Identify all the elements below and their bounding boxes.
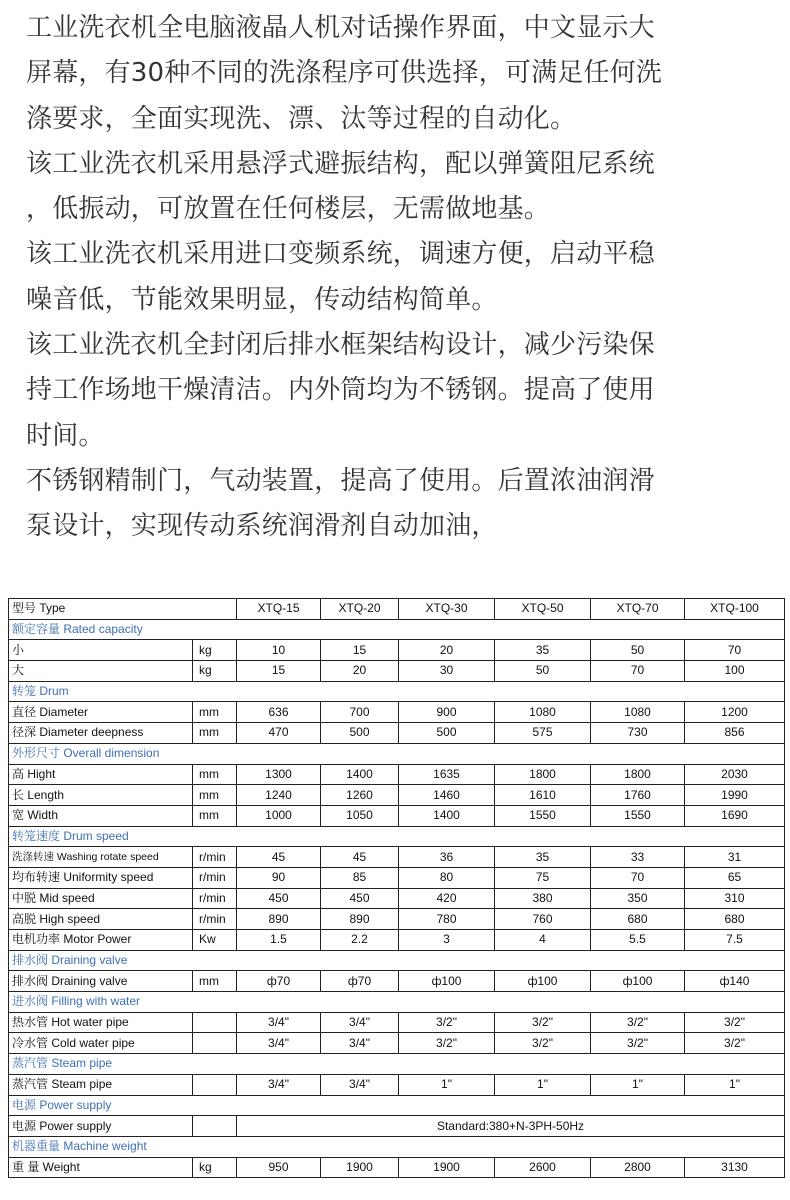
section-label: 额定容量 Rated capacity	[9, 619, 785, 640]
table-row	[9, 640, 785, 661]
row-value: 730	[591, 723, 685, 744]
section-label: 电源 Power supply	[9, 1095, 785, 1116]
row-value: 50	[495, 661, 591, 682]
model-header: XTQ-50	[495, 599, 591, 620]
row-value: 36	[399, 847, 495, 868]
table-row	[9, 1074, 785, 1095]
row-value: 680	[591, 909, 685, 930]
row-value: 15	[237, 661, 321, 682]
row-value: 700	[321, 702, 399, 723]
row-label: 电源 Power supply	[9, 1116, 193, 1137]
row-value: 4	[495, 930, 591, 951]
row-unit: Kw	[193, 930, 237, 951]
row-label: 电机功率 Motor Power	[9, 930, 193, 951]
section-label: 转笼速度 Drum speed	[9, 826, 785, 847]
row-value: 3/4"	[237, 1012, 321, 1033]
row-value: 85	[321, 867, 399, 888]
row-value: 45	[237, 847, 321, 868]
row-label: 高 Hight	[9, 764, 193, 785]
paragraph: 工业洗衣机全电脑液晶人机对话操作界面，中文显示大 屏幕，有30种不同的洗涤程序可供选择，可满足任何洗 涤要求，全面实现洗、漂、汰等过程的自动化。	[26, 13, 663, 134]
row-label: 高脱 High speed	[9, 909, 193, 930]
section-label: 蒸汽管 Steam pipe	[9, 1054, 785, 1075]
row-value: 3/2"	[685, 1033, 785, 1054]
row-value: 1900	[399, 1157, 495, 1178]
row-value: 760	[495, 909, 591, 930]
table-row	[9, 1033, 785, 1054]
row-unit: kg	[193, 1157, 237, 1178]
row-value: 1200	[685, 702, 785, 723]
row-value: 3/4"	[237, 1074, 321, 1095]
row-value: 890	[237, 909, 321, 930]
row-label: 中脱 Mid speed	[9, 888, 193, 909]
row-value: 50	[591, 640, 685, 661]
row-value: 2800	[591, 1157, 685, 1178]
row-value: 7.5	[685, 930, 785, 951]
row-value: 1550	[591, 805, 685, 826]
row-unit: r/min	[193, 909, 237, 930]
row-value: 3/2"	[591, 1012, 685, 1033]
model-header: XTQ-20	[321, 599, 399, 620]
row-unit: mm	[193, 805, 237, 826]
row-unit	[193, 1116, 237, 1137]
row-unit: mm	[193, 971, 237, 992]
row-value: 15	[321, 640, 399, 661]
section-row	[9, 743, 785, 764]
paragraph: 该工业洗衣机全封闭后排水框架结构设计，减少污染保 持工作场地干燥清洁。内外筒均为不锈钢。提高了使用 时间。	[26, 330, 655, 451]
row-unit: mm	[193, 702, 237, 723]
paragraph: 该工业洗衣机采用进口变频系统，调速方便，启动平稳 噪音低，节能效果明显，传动结构简单。	[26, 239, 655, 315]
table-row	[9, 888, 785, 909]
row-value: 575	[495, 723, 591, 744]
row-value: 1990	[685, 785, 785, 806]
row-value: 3/2"	[399, 1012, 495, 1033]
section-row	[9, 619, 785, 640]
row-value: 310	[685, 888, 785, 909]
section-row	[9, 992, 785, 1013]
table-row	[9, 971, 785, 992]
row-label: 大	[9, 661, 193, 682]
section-row	[9, 950, 785, 971]
model-header: XTQ-15	[237, 599, 321, 620]
table-row	[9, 785, 785, 806]
table-row	[9, 930, 785, 951]
row-value: 680	[685, 909, 785, 930]
table-row	[9, 805, 785, 826]
row-value: 1800	[495, 764, 591, 785]
row-unit: kg	[193, 661, 237, 682]
section-label: 转笼 Drum	[9, 681, 785, 702]
row-label: 宽 Width	[9, 805, 193, 826]
row-value: 1"	[685, 1074, 785, 1095]
model-header: XTQ-70	[591, 599, 685, 620]
table-row	[9, 1116, 785, 1137]
table-row	[9, 1012, 785, 1033]
row-value: 500	[399, 723, 495, 744]
section-label: 进水阀 Filling with water	[9, 992, 785, 1013]
section-label: 外形尺寸 Overall dimension	[9, 743, 785, 764]
row-value: 1460	[399, 785, 495, 806]
row-value: 420	[399, 888, 495, 909]
row-label: 径深 Diameter deepness	[9, 723, 193, 744]
row-value: 1400	[399, 805, 495, 826]
table-row	[9, 764, 785, 785]
row-value: 33	[591, 847, 685, 868]
row-label: 洗涤转速 Washing rotate speed	[9, 847, 193, 868]
row-value: 3/2"	[495, 1012, 591, 1033]
row-unit	[193, 1033, 237, 1054]
table-row	[9, 909, 785, 930]
model-header: XTQ-100	[685, 599, 785, 620]
row-value: 3/4"	[321, 1074, 399, 1095]
row-value: 890	[321, 909, 399, 930]
row-value: 90	[237, 867, 321, 888]
row-value: 1"	[399, 1074, 495, 1095]
row-value: 950	[237, 1157, 321, 1178]
row-value: 900	[399, 702, 495, 723]
row-unit: r/min	[193, 867, 237, 888]
row-value: 3/4"	[321, 1012, 399, 1033]
row-value: 35	[495, 847, 591, 868]
row-unit: kg	[193, 640, 237, 661]
row-value: ф70	[321, 971, 399, 992]
row-value: 31	[685, 847, 785, 868]
paragraph: 该工业洗衣机采用悬浮式避振结构，配以弹簧阻尼系统 ，低振动，可放置在任何楼层，无需做地基。	[26, 148, 655, 225]
section-label: 机器重量 Machine weight	[9, 1136, 785, 1157]
row-label: 热水管 Hot water pipe	[9, 1012, 193, 1033]
row-value: ф100	[591, 971, 685, 992]
row-value: 856	[685, 723, 785, 744]
row-value: 70	[685, 640, 785, 661]
section-row	[9, 1095, 785, 1116]
row-span-value: Standard:380+N-3PH-50Hz	[237, 1116, 785, 1137]
row-value: 3/4"	[321, 1033, 399, 1054]
row-value: ф100	[399, 971, 495, 992]
row-value: 3/4"	[237, 1033, 321, 1054]
row-label: 排水阀 Draining valve	[9, 971, 193, 992]
table-row	[9, 661, 785, 682]
row-value: 470	[237, 723, 321, 744]
row-value: 75	[495, 867, 591, 888]
row-value: 1760	[591, 785, 685, 806]
row-value: 20	[321, 661, 399, 682]
table-header-row	[9, 599, 785, 620]
row-value: 1400	[321, 764, 399, 785]
row-value: ф70	[237, 971, 321, 992]
model-header: XTQ-30	[399, 599, 495, 620]
row-value: 2600	[495, 1157, 591, 1178]
row-value: 20	[399, 640, 495, 661]
row-value: 2.2	[321, 930, 399, 951]
row-unit: mm	[193, 764, 237, 785]
row-value: 1"	[495, 1074, 591, 1095]
row-value: 636	[237, 702, 321, 723]
table-row	[9, 1157, 785, 1178]
row-value: 70	[591, 867, 685, 888]
row-value: 1900	[321, 1157, 399, 1178]
row-value: 1800	[591, 764, 685, 785]
row-value: 1050	[321, 805, 399, 826]
row-value: 80	[399, 867, 495, 888]
row-value: 3/2"	[591, 1033, 685, 1054]
section-label: 排水阀 Draining valve	[9, 950, 785, 971]
row-value: 1260	[321, 785, 399, 806]
row-value: 1"	[591, 1074, 685, 1095]
row-value: 3/2"	[495, 1033, 591, 1054]
row-label: 直径 Diameter	[9, 702, 193, 723]
row-value: 2030	[685, 764, 785, 785]
row-value: 10	[237, 640, 321, 661]
row-value: 1610	[495, 785, 591, 806]
row-value: 5.5	[591, 930, 685, 951]
row-value: 1635	[399, 764, 495, 785]
row-value: 780	[399, 909, 495, 930]
row-unit: mm	[193, 785, 237, 806]
row-value: 70	[591, 661, 685, 682]
row-label: 长 Length	[9, 785, 193, 806]
row-value: 3/2"	[399, 1033, 495, 1054]
row-label: 蒸汽管 Steam pipe	[9, 1074, 193, 1095]
section-row	[9, 1054, 785, 1075]
row-unit: r/min	[193, 888, 237, 909]
row-value: 45	[321, 847, 399, 868]
paragraph: 不锈钢精制门，气动装置，提高了使用。后置浓油润滑 泵设计，实现传动系统润滑剂自动加油，	[26, 465, 655, 542]
section-row	[9, 681, 785, 702]
row-label: 重 量 Weight	[9, 1157, 193, 1178]
row-label: 冷水管 Cold water pipe	[9, 1033, 193, 1054]
row-value: ф100	[495, 971, 591, 992]
row-value: 500	[321, 723, 399, 744]
table-row	[9, 847, 785, 868]
row-value: 1080	[495, 702, 591, 723]
row-value: 30	[399, 661, 495, 682]
row-value: 35	[495, 640, 591, 661]
row-value: 3/2"	[685, 1012, 785, 1033]
row-unit: mm	[193, 723, 237, 744]
spec-table	[8, 598, 785, 1178]
row-unit	[193, 1012, 237, 1033]
table-row	[9, 723, 785, 744]
row-value: 450	[237, 888, 321, 909]
row-value: 3	[399, 930, 495, 951]
row-value: 1000	[237, 805, 321, 826]
row-value: 65	[685, 867, 785, 888]
row-unit	[193, 1074, 237, 1095]
row-value: 380	[495, 888, 591, 909]
row-value: 3130	[685, 1157, 785, 1178]
header-type-label: 型号 Type	[9, 599, 237, 620]
row-value: 1690	[685, 805, 785, 826]
row-value: 100	[685, 661, 785, 682]
section-row	[9, 1136, 785, 1157]
row-value: 1.5	[237, 930, 321, 951]
row-value: ф140	[685, 971, 785, 992]
row-unit: r/min	[193, 847, 237, 868]
row-value: 1240	[237, 785, 321, 806]
section-row	[9, 826, 785, 847]
row-value: 1550	[495, 805, 591, 826]
row-label: 小	[9, 640, 193, 661]
table-row	[9, 702, 785, 723]
row-value: 1300	[237, 764, 321, 785]
row-value: 450	[321, 888, 399, 909]
table-row	[9, 867, 785, 888]
row-label: 均布转速 Uniformity speed	[9, 867, 193, 888]
row-value: 1080	[591, 702, 685, 723]
intro-text	[26, 6, 776, 550]
row-value: 350	[591, 888, 685, 909]
